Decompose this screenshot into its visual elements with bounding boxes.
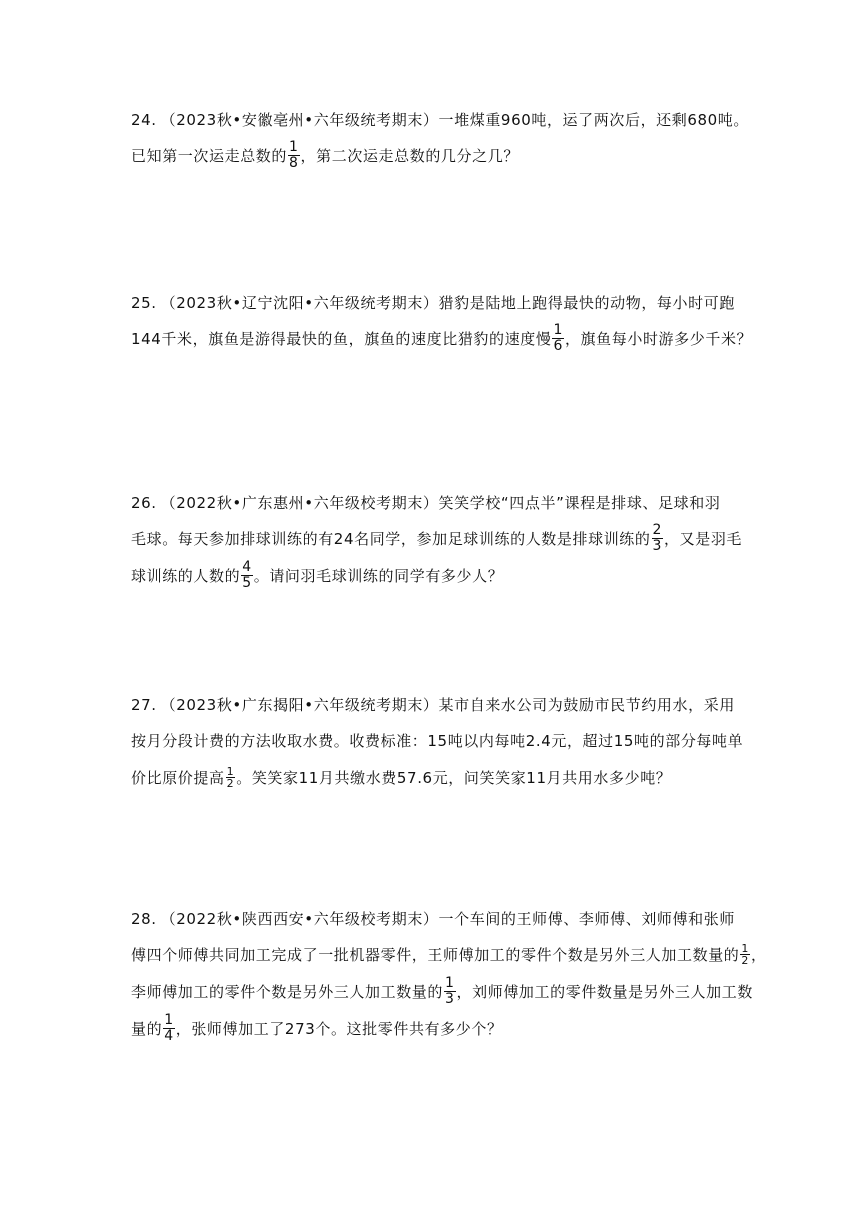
problem-text: ，又是羽毛 [664, 530, 743, 548]
problem-28 [131, 903, 767, 1050]
problem-line [131, 560, 731, 597]
problem-text: 。请问羽毛球训练的同学有多少人？ [253, 567, 504, 585]
fraction-numerator: 1 [289, 139, 299, 155]
problem-line [131, 140, 731, 177]
problem-line [131, 903, 735, 939]
problem-text: 球训练的人数的 [131, 567, 241, 585]
problem-text: 傅四个师傅共同加工完成了一批机器零件，王师傅加工的零件个数是另外三人加工数量的 [131, 946, 740, 964]
problem-text: ，张师傅加工了273个。这批零件共有多少个？ [175, 1020, 503, 1038]
fraction-numerator: 1 [164, 1012, 174, 1028]
problem-text: 李师傅加工的零件个数是另外三人加工数量的 [131, 983, 444, 1001]
fraction-numerator: 2 [652, 522, 663, 538]
fraction-denominator: 2 [226, 777, 235, 790]
problem-text: 量的 [131, 1020, 163, 1038]
problem-source: （2023秋•安徽亳州•六年级统考期末） [160, 111, 439, 129]
problem-26 [131, 487, 743, 597]
problem-text: 价比原价提高 [131, 769, 225, 787]
problem-text: 一个车间的王师傅、李师傅、刘师傅和张师 [438, 910, 735, 928]
fraction-denominator: 2 [741, 954, 750, 967]
problem-text: ，第二次运走总数的几分之几？ [300, 147, 519, 165]
fraction-denominator: 3 [445, 991, 455, 1007]
problem-24 [131, 104, 749, 177]
fraction-denominator: 6 [553, 338, 563, 354]
fraction [740, 943, 750, 966]
problem-text: 笑笑学校“四点半”课程是排球、足球和羽 [438, 494, 721, 512]
problem-line [131, 104, 749, 140]
problem-source: （2022秋•广东惠州•六年级校考期末） [160, 494, 439, 512]
problem-line [131, 322, 753, 360]
fraction [226, 766, 236, 789]
fraction [241, 560, 253, 591]
problem-line [131, 1013, 731, 1050]
problem-text: 毛球。每天参加排球训练的有24名同学，参加足球训练的人数是排球训练的 [131, 530, 651, 548]
problem-source: （2023秋•广东揭阳•六年级统考期末） [160, 696, 439, 714]
problem-text: 144千米，旗鱼是游得最快的鱼，旗鱼的速度比猎豹的速度慢 [131, 330, 552, 348]
fraction [652, 523, 664, 554]
problem-text: 某市自来水公司为鼓励市民节约用水，采用 [438, 696, 735, 714]
problem-text: 。笑笑家11月共缴水费57.6元，问笑笑家11月共用水多少吨？ [236, 769, 672, 787]
fraction-numerator: 4 [242, 559, 252, 575]
problem-25 [131, 287, 753, 360]
problem-line [131, 939, 767, 976]
fraction-numerator: 1 [445, 975, 455, 991]
fraction [163, 1013, 175, 1044]
fraction-numerator: 1 [226, 765, 235, 778]
problem-line [131, 287, 735, 323]
fraction-denominator: 8 [289, 155, 299, 171]
problem-27 [131, 689, 744, 799]
fraction-numerator: 1 [741, 942, 750, 955]
problem-text: ，旗鱼每小时游多少千米？ [564, 330, 753, 348]
fraction [288, 140, 300, 171]
fraction-denominator: 4 [164, 1028, 174, 1044]
problem-line [131, 689, 735, 725]
problem-number: 25. [131, 294, 157, 312]
problem-text: 猎豹是陆地上跑得最快的动物，每小时可跑 [438, 294, 735, 312]
problem-number: 28. [131, 910, 157, 928]
problem-text: 一堆煤重960吨，运了两次后，还剩680吨。 [438, 111, 749, 129]
problem-number: 27. [131, 696, 157, 714]
fraction [444, 976, 456, 1007]
problem-source: （2022秋•陕西西安•六年级校考期末） [160, 910, 439, 928]
problem-line [131, 975, 753, 1013]
problem-text: 按月分段计费的方法收取水费。收费标准：15吨以内每吨2.4元，超过15吨的部分每吨单 [131, 732, 744, 750]
problem-line [131, 522, 743, 560]
problem-text: ，刘师傅加工的零件数量是另外三人加工数 [456, 983, 753, 1001]
problem-line [131, 762, 731, 799]
fraction [552, 323, 564, 354]
fraction-denominator: 5 [242, 575, 252, 591]
problem-source: （2023秋•辽宁沈阳•六年级统考期末） [160, 294, 439, 312]
problem-text: 已知第一次运走总数的 [131, 147, 288, 165]
problem-line [131, 725, 744, 762]
fraction-numerator: 1 [553, 322, 563, 338]
problem-text: ， [751, 946, 767, 964]
problem-number: 26. [131, 494, 157, 512]
fraction-denominator: 3 [652, 538, 663, 554]
problem-number: 24. [131, 111, 157, 129]
problem-line [131, 487, 731, 523]
